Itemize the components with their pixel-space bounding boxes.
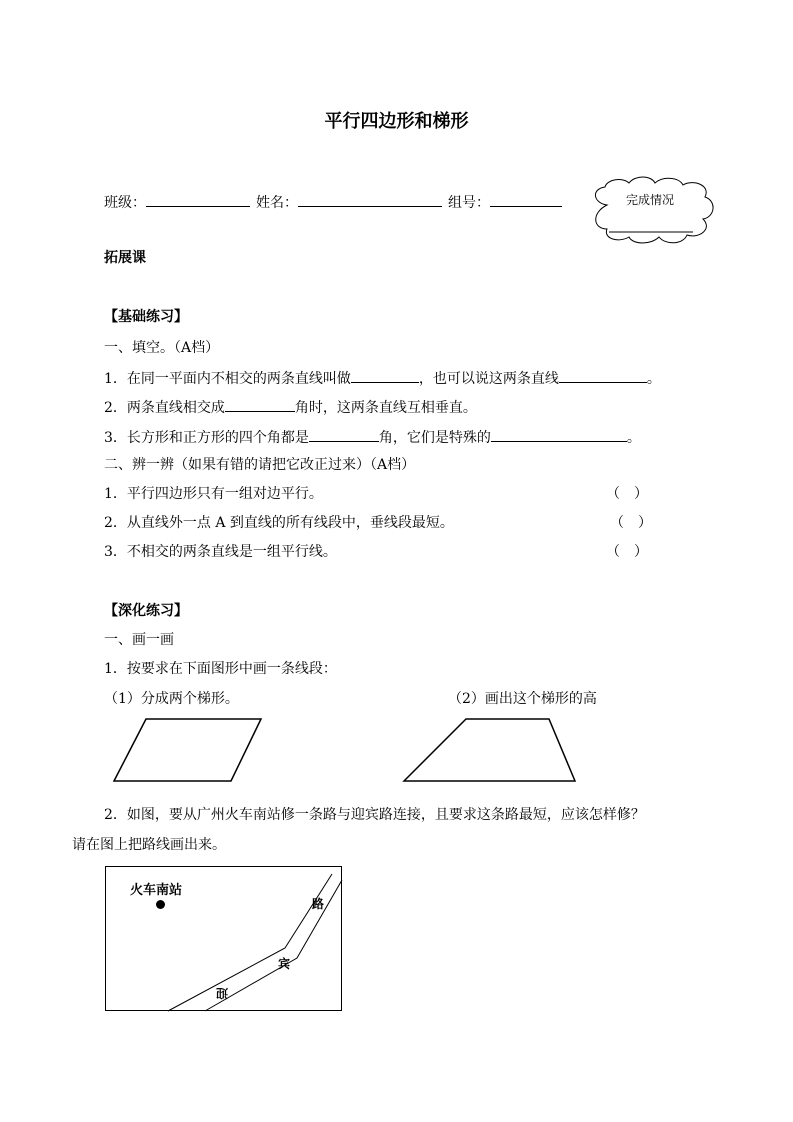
q2-blank[interactable] — [225, 397, 295, 412]
judge-2-answer[interactable]: （ ） — [610, 515, 652, 531]
completion-cloud — [589, 177, 719, 245]
judge-1: 1．平行四边形只有一组对边平行。 — [104, 486, 323, 502]
q3-blank-2[interactable] — [491, 427, 627, 442]
road-label-bin: 宾 — [278, 957, 291, 971]
q3-text-b: 角，它们是特殊的 — [378, 430, 491, 446]
trapezoid-shape[interactable] — [404, 719, 575, 781]
judge-3: 3．不相交的两条直线是一组平行线。 — [104, 544, 337, 560]
q2-text-b: 角时，这两条直线互相垂直。 — [294, 400, 477, 416]
fill-heading: 一、填空。（A档） — [104, 340, 220, 356]
name-label: 姓名： — [256, 195, 298, 211]
q1-text-a: 1．在同一平面内不相交的两条直线叫做 — [104, 371, 351, 387]
group-label: 组号： — [448, 195, 490, 211]
page-title: 平行四边形和梯形 — [324, 111, 469, 132]
class-label: 班级： — [104, 195, 146, 211]
draw-question-2-line-2: 请在图上把路线画出来。 — [72, 837, 226, 853]
judge-2: 2．从直线外一点 A 到直线的所有线段中，垂线段最短。 — [104, 515, 454, 531]
draw-question-2-line-1: 2．如图，要从广州火车南站修一条路与迎宾路连接，且要求这条路最短，应该怎样修？ — [104, 807, 645, 823]
draw-heading: 一、画一画 — [104, 632, 174, 648]
class-blank[interactable] — [146, 192, 250, 207]
judge-1-answer[interactable]: （ ） — [606, 486, 648, 502]
draw-question-1: 1．按要求在下面图形中画一条线段： — [104, 661, 337, 677]
deep-heading: 【深化练习】 — [104, 603, 188, 619]
station-label: 火车南站 — [130, 883, 183, 898]
group-blank[interactable] — [490, 192, 562, 207]
question-1 — [104, 368, 661, 388]
q2-text-a: 2．两条直线相交成 — [104, 400, 225, 416]
road-label-ying: 迎 — [216, 986, 229, 1000]
q3-text-c: 。 — [626, 430, 641, 446]
name-blank[interactable] — [298, 192, 442, 207]
q1-blank-1[interactable] — [351, 368, 419, 383]
judge-3-answer[interactable]: （ ） — [606, 544, 648, 560]
question-3 — [104, 427, 641, 447]
group-field[interactable] — [448, 192, 562, 212]
basic-heading: 【基础练习】 — [104, 309, 188, 325]
completion-label: 完成情况 — [626, 193, 675, 207]
name-field[interactable] — [256, 192, 442, 212]
q3-text-a: 3．长方形和正方形的四个角都是 — [104, 430, 309, 446]
parallelogram-shape[interactable] — [114, 719, 261, 781]
road-label-lu: 路 — [312, 897, 325, 911]
question-2 — [104, 397, 477, 417]
class-field[interactable] — [104, 192, 250, 212]
q3-blank-1[interactable] — [309, 427, 379, 442]
road-map[interactable] — [105, 866, 342, 1011]
q1-text-c: 。 — [646, 371, 661, 387]
draw-task-b: （2）画出这个梯形的高 — [448, 691, 597, 707]
judge-heading: 二、辨一辨（如果有错的请把它改正过来）（A档） — [104, 457, 416, 473]
draw-task-a: （1）分成两个梯形。 — [104, 691, 239, 707]
lesson-type: 拓展课 — [104, 250, 146, 266]
q1-blank-2[interactable] — [559, 368, 647, 383]
q1-text-b: ，也可以说这两条直线 — [418, 371, 559, 387]
